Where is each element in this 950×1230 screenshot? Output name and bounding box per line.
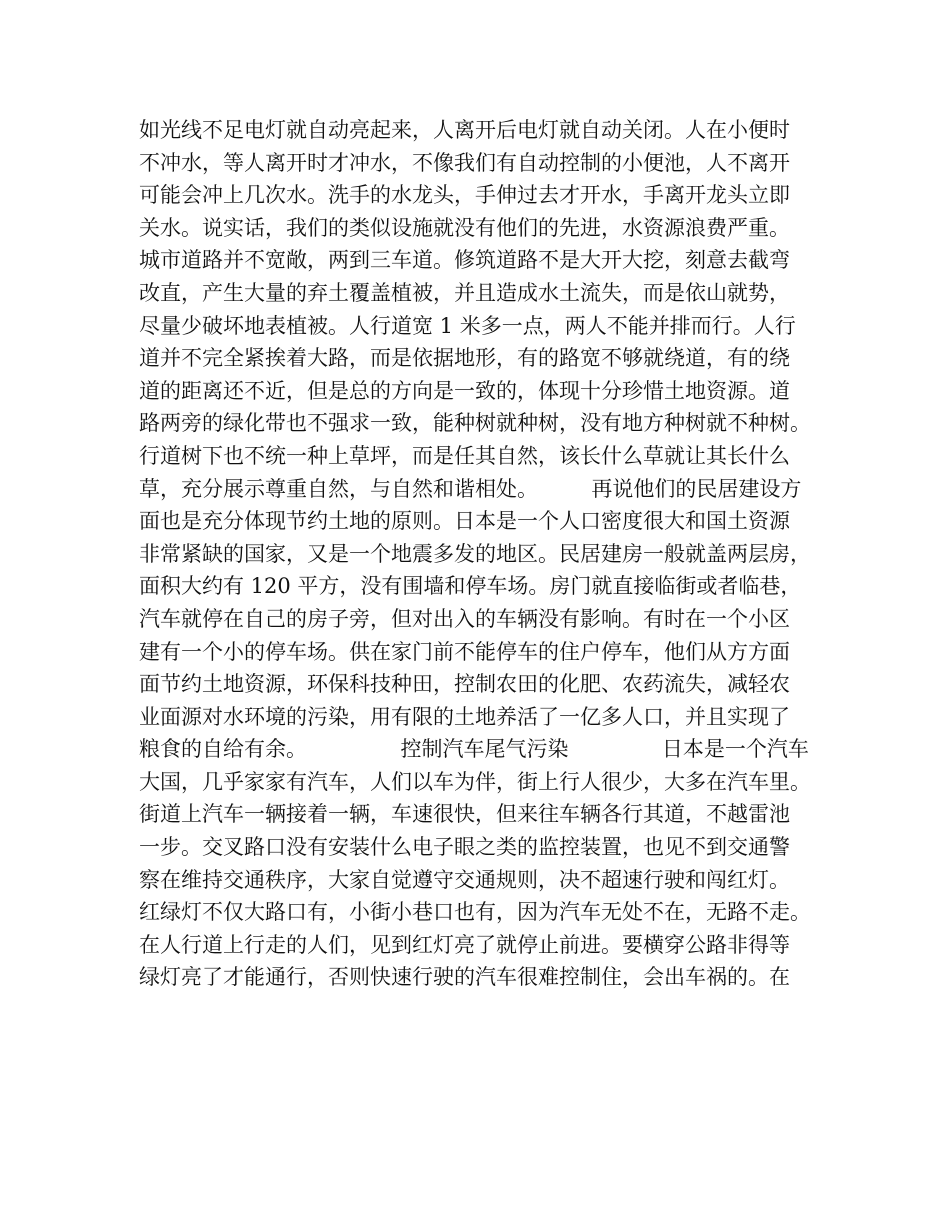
text-line: 面节约土地资源，环保科技种田，控制农田的化肥、农药流失，减轻农 <box>139 672 790 697</box>
text-line: 建有一个小的停车场。供在家门前不能停车的住户停车，他们从方方面 <box>139 639 790 664</box>
text-line: 汽车就停在自己的房子旁，但对出入的车辆没有影响。有时在一个小区 <box>139 606 790 631</box>
text-line: 行道树下也不统一种上草坪，而是任其自然，该长什么草就让其长什么 <box>139 443 790 468</box>
text-line: 大国，几乎家家有汽车，人们以车为伴，街上行人很少，大多在汽车里。 <box>139 769 811 794</box>
text-line: 城市道路并不宽敞，两到三车道。修筑道路不是大开大挖，刻意去截弯 <box>139 248 790 273</box>
text-line: 改直，产生大量的弃土覆盖植被，并且造成水土流失，而是依山就势， <box>139 280 790 305</box>
text-line: 道的距离还不近，但是总的方向是一致的，体现十分珍惜土地资源。道 <box>139 378 790 403</box>
text-line: 可能会冲上几次水。洗手的水龙头，手伸过去才开水，手离开龙头立即 <box>139 183 790 208</box>
text-line: 在人行道上行走的人们，见到红灯亮了就停止前进。要横穿公路非得等 <box>139 932 790 957</box>
text-line: 草，充分展示尊重自然，与自然和谐相处。 再说他们的民居建设方 <box>139 476 802 501</box>
text-line: 一步。交叉路口没有安装什么电子眼之类的监控装置，也见不到交通警 <box>139 835 790 860</box>
text-line: 察在维持交通秩序，大家自觉遵守交通规则，决不超速行驶和闯红灯。 <box>139 867 790 892</box>
text-line: 关水。说实话，我们的类似设施就没有他们的先进，水资源浪费严重。 <box>139 215 790 240</box>
text-line: 尽量少破坏地表植被。人行道宽 1 米多一点，两人不能并排而行。人行 <box>139 313 796 338</box>
text-line: 非常紧缺的国家，又是一个地震多发的地区。民居建房一般就盖两层房， <box>139 541 811 566</box>
text-line: 面也是充分体现节约土地的原则。日本是一个人口密度很大和国土资源 <box>139 509 790 534</box>
text-line: 红绿灯不仅大路口有，小街小巷口也有，因为汽车无处不在，无路不走。 <box>139 900 811 925</box>
text-line: 街道上汽车一辆接着一辆，车速很快，但来往车辆各行其道，不越雷池 <box>139 802 790 827</box>
body-text <box>139 114 839 994</box>
text-line: 不冲水，等人离开时才冲水，不像我们有自动控制的小便池，人不离开 <box>139 150 790 175</box>
text-line: 绿灯亮了才能通行，否则快速行驶的汽车很难控制住，会出车祸的。在 <box>139 965 790 990</box>
text-line: 如光线不足电灯就自动亮起来，人离开后电灯就自动关闭。人在小便时 <box>139 118 790 142</box>
text-line: 路两旁的绿化带也不强求一致，能种树就种树，没有地方种树就不种树。 <box>139 411 811 436</box>
text-line: 道并不完全紧挨着大路，而是依据地形，有的路宽不够就绕道，有的绕 <box>139 346 790 371</box>
text-line: 业面源对水环境的污染，用有限的土地养活了一亿多人口，并且实现了 <box>139 704 790 729</box>
text-line: 粮食的自给有余。 控制汽车尾气污染 日本是一个汽车 <box>139 737 809 762</box>
text-line: 面积大约有 120 平方，没有围墙和停车场。房门就直接临街或者临巷， <box>139 574 802 599</box>
